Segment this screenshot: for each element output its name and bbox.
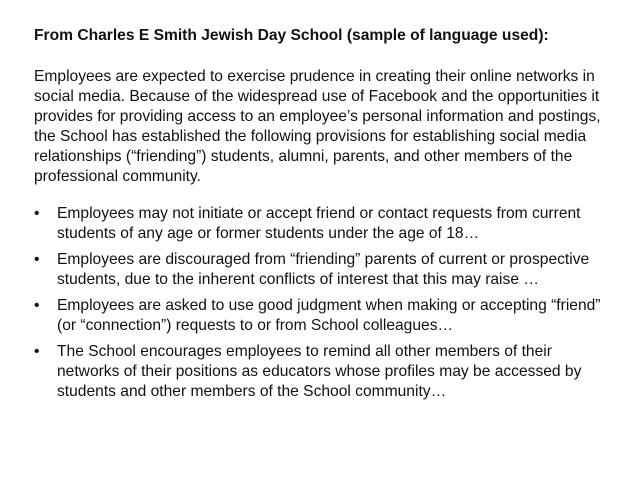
- slide-content: [34, 26, 614, 408]
- bullet-icon: •: [34, 297, 40, 314]
- bullet-item: [34, 250, 614, 290]
- bullet-text: The School encourages employees to remind all other members of their networks of their positions as educators whose profiles may be accessed by students and other members of the School community…: [57, 343, 582, 400]
- intro-paragraph: Employees are expected to exercise prudence in creating their online networks in social media. Because of the widespread use of Facebook and the opportunities it provides for providing access to an employee’s personal information and postings, the School has established the following provisions for establishing social media relationships (“friending”) students, alumni, parents, and other members of the professional community.: [34, 68, 601, 185]
- bullet-icon: •: [34, 251, 40, 268]
- bullet-item: [34, 296, 614, 336]
- bullet-icon: •: [34, 343, 40, 360]
- bullet-text: Employees are discouraged from “friending” parents of current or prospective students, due to the inherent conflicts of interest that this may raise …: [57, 251, 590, 288]
- bullet-icon: •: [34, 205, 40, 222]
- bullet-text: Employees may not initiate or accept friend or contact requests from current students of any age or former students under the age of 18…: [57, 205, 581, 242]
- bullet-item: [34, 204, 614, 244]
- bullet-text: Employees are asked to use good judgment when making or accepting “friend” (or “connection”) requests to or from School colleagues…: [57, 297, 601, 334]
- policy-bullet-list: [34, 204, 614, 402]
- document-heading: From Charles E Smith Jewish Day School (sample of language used):: [34, 27, 549, 44]
- bullet-item: [34, 342, 614, 402]
